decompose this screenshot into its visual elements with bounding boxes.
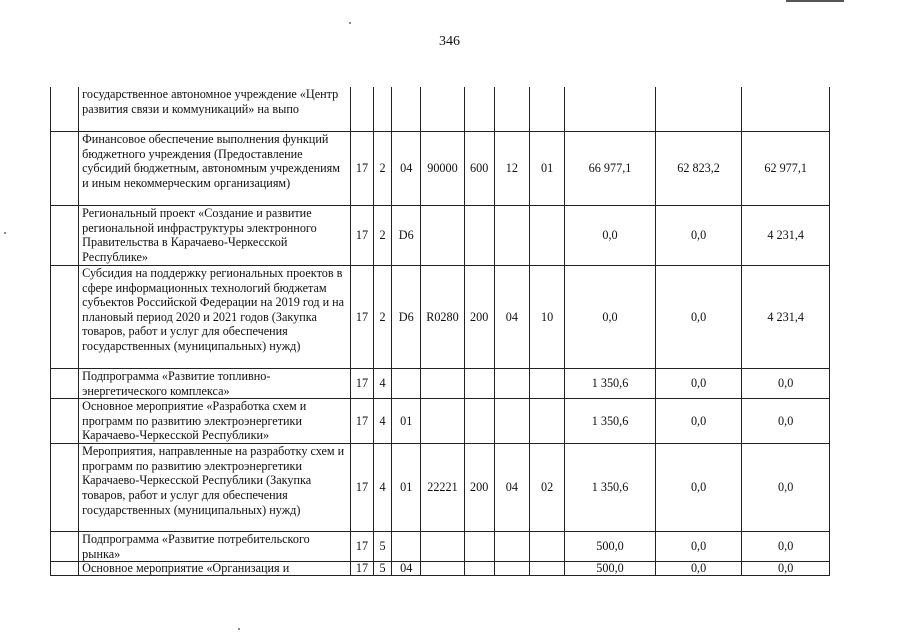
code-cell: D6 bbox=[392, 266, 421, 369]
amount-cell: 66 977,1 bbox=[565, 132, 656, 206]
code-cell: 12 bbox=[494, 132, 529, 206]
code-cell: 200 bbox=[464, 266, 494, 369]
row-index-cell bbox=[51, 87, 79, 132]
code-cell: 17 bbox=[350, 532, 373, 562]
amount-cell: 1 350,6 bbox=[565, 399, 656, 444]
code-cell: D6 bbox=[392, 206, 421, 266]
table-row bbox=[51, 206, 830, 266]
row-index-cell bbox=[51, 206, 79, 266]
code-cell: 17 bbox=[350, 206, 373, 266]
amount-cell: 0,0 bbox=[742, 399, 830, 444]
code-cell bbox=[494, 369, 529, 399]
table-row bbox=[51, 369, 830, 399]
code-cell bbox=[530, 399, 565, 444]
code-cell: 04 bbox=[392, 562, 421, 576]
code-cell: 17 bbox=[350, 132, 373, 206]
code-cell bbox=[530, 206, 565, 266]
amount-cell: 0,0 bbox=[655, 444, 742, 532]
amount-cell: 0,0 bbox=[742, 562, 830, 576]
code-cell bbox=[530, 532, 565, 562]
code-cell bbox=[494, 562, 529, 576]
amount-cell: 0,0 bbox=[655, 206, 742, 266]
code-cell bbox=[530, 562, 565, 576]
budget-table bbox=[50, 87, 830, 576]
code-cell bbox=[421, 532, 464, 562]
code-cell bbox=[464, 532, 494, 562]
code-cell bbox=[421, 87, 464, 132]
name-cell: государственное автономное учреждение «Центр развития связи и коммуникаций» на выпо bbox=[79, 87, 351, 132]
scan-speck bbox=[349, 22, 351, 24]
row-index-cell bbox=[51, 399, 79, 444]
code-cell: 22221 bbox=[421, 444, 464, 532]
code-cell: 02 bbox=[530, 444, 565, 532]
amount-cell: 0,0 bbox=[742, 369, 830, 399]
code-cell: 2 bbox=[374, 206, 392, 266]
code-cell bbox=[494, 206, 529, 266]
code-cell: 17 bbox=[350, 369, 373, 399]
code-cell: 01 bbox=[392, 399, 421, 444]
code-cell bbox=[530, 369, 565, 399]
amount-cell: 500,0 bbox=[565, 562, 656, 576]
code-cell bbox=[392, 369, 421, 399]
amount-cell: 0,0 bbox=[742, 532, 830, 562]
code-cell bbox=[374, 87, 392, 132]
amount-cell: 0,0 bbox=[655, 369, 742, 399]
code-cell bbox=[421, 562, 464, 576]
code-cell: 2 bbox=[374, 266, 392, 369]
code-cell: 5 bbox=[374, 562, 392, 576]
table-row bbox=[51, 87, 830, 132]
amount-cell: 0,0 bbox=[655, 266, 742, 369]
code-cell: 4 bbox=[374, 444, 392, 532]
code-cell: 600 bbox=[464, 132, 494, 206]
code-cell bbox=[494, 399, 529, 444]
code-cell: 04 bbox=[494, 266, 529, 369]
code-cell: 01 bbox=[530, 132, 565, 206]
code-cell bbox=[464, 87, 494, 132]
row-index-cell bbox=[51, 532, 79, 562]
code-cell bbox=[350, 87, 373, 132]
code-cell: 17 bbox=[350, 444, 373, 532]
code-cell bbox=[392, 532, 421, 562]
page-number: 346 bbox=[439, 34, 460, 49]
table-row bbox=[51, 562, 830, 576]
amount-cell: 0,0 bbox=[655, 532, 742, 562]
code-cell bbox=[530, 87, 565, 132]
code-cell: 2 bbox=[374, 132, 392, 206]
code-cell: 90000 bbox=[421, 132, 464, 206]
code-cell bbox=[421, 206, 464, 266]
amount-cell bbox=[565, 87, 656, 132]
code-cell bbox=[464, 562, 494, 576]
code-cell: 17 bbox=[350, 266, 373, 369]
code-cell bbox=[464, 399, 494, 444]
code-cell: 4 bbox=[374, 399, 392, 444]
row-index-cell bbox=[51, 444, 79, 532]
amount-cell: 4 231,4 bbox=[742, 266, 830, 369]
code-cell: 04 bbox=[494, 444, 529, 532]
table-row bbox=[51, 266, 830, 369]
code-cell bbox=[494, 87, 529, 132]
amount-cell: 62 977,1 bbox=[742, 132, 830, 206]
row-index-cell bbox=[51, 132, 79, 206]
code-cell: 200 bbox=[464, 444, 494, 532]
code-cell: 4 bbox=[374, 369, 392, 399]
code-cell: R0280 bbox=[421, 266, 464, 369]
name-cell: Субсидия на поддержку региональных проектов в сфере информационных технологий бюджетам субъектов Российской Федерации на 2019 год и на плановый период 2020 и 2021 годов (Закупка товаров, работ и услуг для обеспечения государственных (муниципальных) нужд) bbox=[79, 266, 351, 369]
amount-cell: 1 350,6 bbox=[565, 369, 656, 399]
amount-cell: 62 823,2 bbox=[655, 132, 742, 206]
code-cell bbox=[392, 87, 421, 132]
name-cell: Мероприятия, направленные на разработку схем и программ по развитию электроэнергетики Карачаево-Черкесской Республики (Закупка товаров, работ и услуг для обеспечения государственных (муниципальных) нужд) bbox=[79, 444, 351, 532]
code-cell: 10 bbox=[530, 266, 565, 369]
code-cell: 5 bbox=[374, 532, 392, 562]
scan-artifact-line bbox=[786, 0, 844, 2]
code-cell: 01 bbox=[392, 444, 421, 532]
amount-cell: 4 231,4 bbox=[742, 206, 830, 266]
name-cell: Основное мероприятие «Разработка схем и программ по развитию электроэнергетики Карачаево-Черкесской Республики» bbox=[79, 399, 351, 444]
row-index-cell bbox=[51, 266, 79, 369]
amount-cell: 500,0 bbox=[565, 532, 656, 562]
amount-cell bbox=[655, 87, 742, 132]
name-cell: Региональный проект «Создание и развитие региональной инфраструктуры электронного Правительства в Карачаево-Черкесской Республике» bbox=[79, 206, 351, 266]
table-row bbox=[51, 532, 830, 562]
amount-cell: 0,0 bbox=[655, 562, 742, 576]
amount-cell: 0,0 bbox=[742, 444, 830, 532]
name-cell: Основное мероприятие «Организация и bbox=[79, 562, 351, 576]
table-row bbox=[51, 399, 830, 444]
amount-cell bbox=[742, 87, 830, 132]
code-cell: 17 bbox=[350, 399, 373, 444]
amount-cell: 1 350,6 bbox=[565, 444, 656, 532]
code-cell bbox=[464, 369, 494, 399]
code-cell bbox=[494, 532, 529, 562]
amount-cell: 0,0 bbox=[655, 399, 742, 444]
amount-cell: 0,0 bbox=[565, 206, 656, 266]
amount-cell: 0,0 bbox=[565, 266, 656, 369]
code-cell bbox=[421, 399, 464, 444]
row-index-cell bbox=[51, 562, 79, 576]
scan-speck bbox=[4, 232, 6, 234]
row-index-cell bbox=[51, 369, 79, 399]
code-cell: 17 bbox=[350, 562, 373, 576]
name-cell: Подпрограмма «Развитие топливно-энергетического комплекса» bbox=[79, 369, 351, 399]
scan-speck bbox=[238, 628, 240, 630]
code-cell: 04 bbox=[392, 132, 421, 206]
code-cell bbox=[421, 369, 464, 399]
name-cell: Финансовое обеспечение выполнения функций бюджетного учреждения (Предоставление субсидий бюджетным, автономным учреждениям и иным некоммерческим организациям) bbox=[79, 132, 351, 206]
table-row bbox=[51, 444, 830, 532]
table-row bbox=[51, 132, 830, 206]
code-cell bbox=[464, 206, 494, 266]
name-cell: Подпрограмма «Развитие потребительского рынка» bbox=[79, 532, 351, 562]
